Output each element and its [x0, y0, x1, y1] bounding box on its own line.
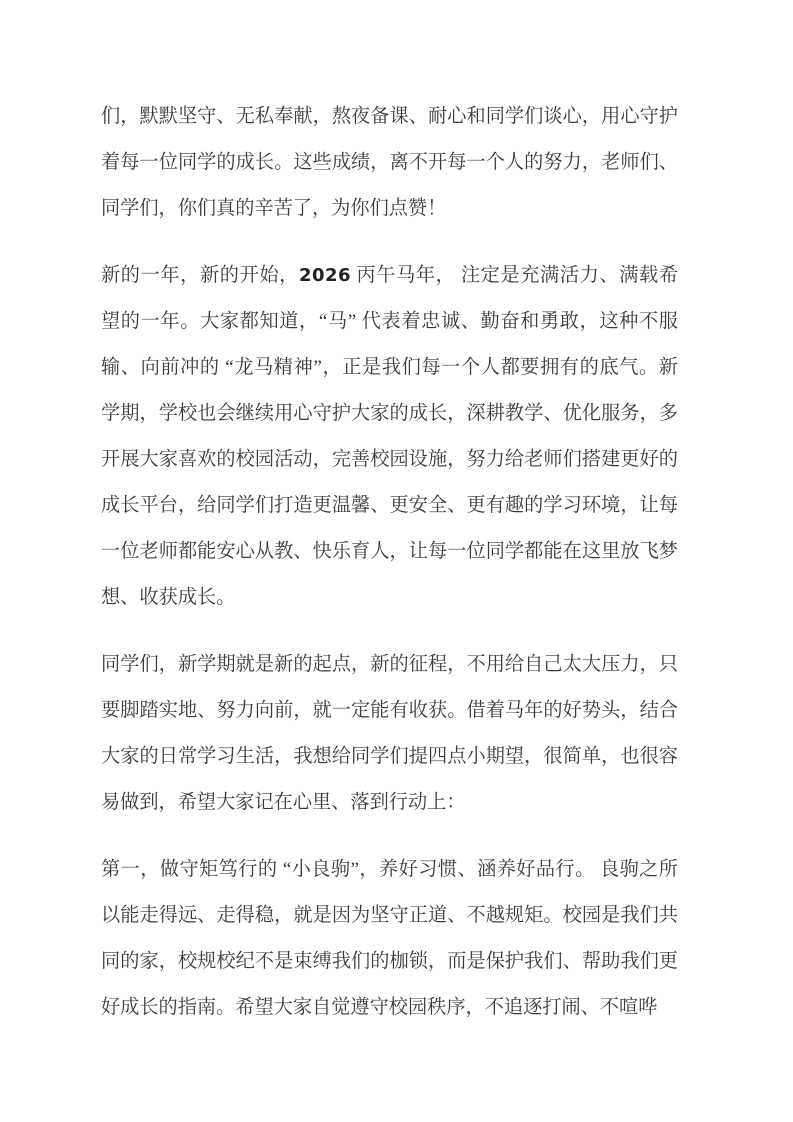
- paragraph-first-expectation: 第一，做守矩笃行的 “小良驹”，养好习惯、涵养好品行。 良驹之所以能走得远、走得稳，就是因为坚守正道、不越规矩。校园是我们共同的家，校规校纪不是束缚我们的枷锁，而是保护我们、帮助我们更好成长的指南。希望大家自觉遵守校园秩序，不追逐打闹、不喧哗: [101, 859, 678, 1018]
- paragraph-new-year-lead-text: 新的一年，新的开始，: [101, 265, 299, 286]
- paragraph-new-year-rest-text: 丙午马年， 注定是充满活力、满载希望的一年。大家都知道，“马” 代表着忠诚、勤奋和勇敢，这种不服输、向前冲的 “龙马精神”，正是我们每一个人都要拥有的底气。新学期，学校也会继续用心守护大家的成长，深耕教学、优化服务，多开展大家喜欢的校园活动，完善校园设施，努力给老师们搭建更好的成长平台，给同学们打造更温馨、更安全、更有趣的学习环境，让每一位老师都能安心从教、快乐育人，让每一位同学都能在这里放飞梦想、收获成长。: [101, 265, 679, 608]
- paragraph-new-year-outlook: [101, 253, 678, 621]
- document-text-block: [101, 94, 678, 1031]
- paragraph-continuation-from-previous-page: 们，默默坚守、无私奉献，熬夜备课、耐心和同学们谈心，用心守护着每一位同学的成长。这些成绩，离不开每一个人的努力，老师们、同学们，你们真的辛苦了，为你们点赞！: [101, 106, 678, 219]
- year-number: 2026: [298, 265, 352, 286]
- paragraph-expectations-intro: 同学们，新学期就是新的起点，新的征程，不用给自己太大压力，只要脚踏实地、努力向前，就一定能有收获。借着马年的好势头，结合大家的日常学习生活，我想给同学们提四点小期望，很简单，也很容易做到，希望大家记在心里、落到行动上：: [101, 654, 678, 813]
